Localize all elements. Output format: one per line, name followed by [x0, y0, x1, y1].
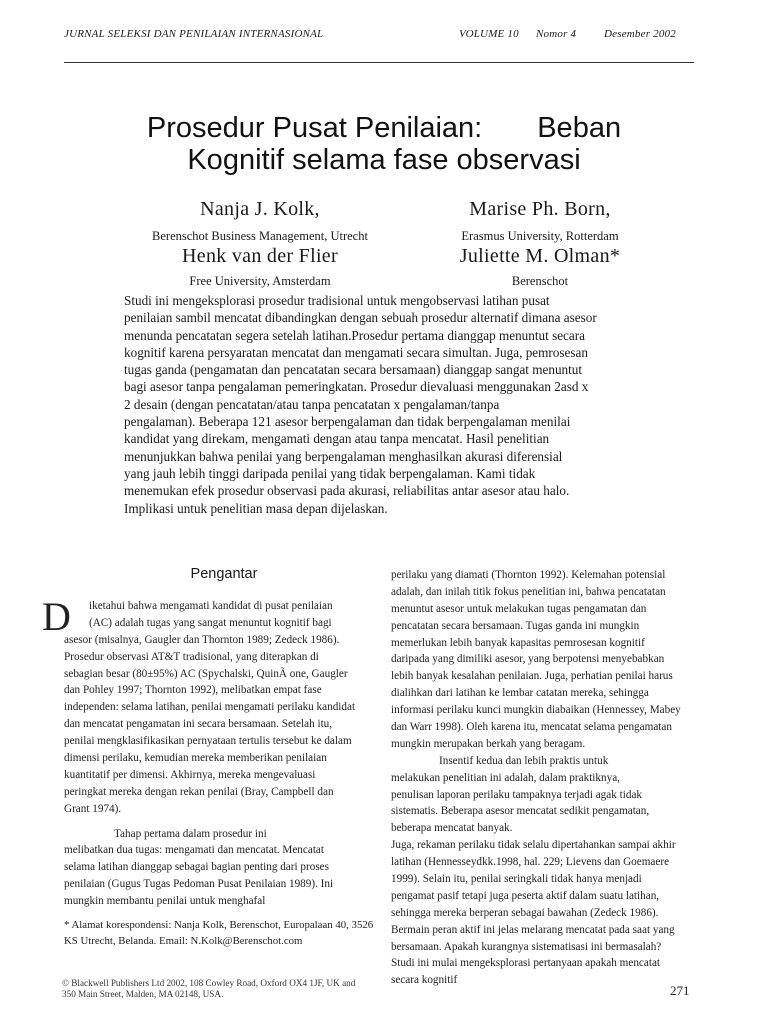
body-line: perilaku yang diamati (Thornton 1992). Kelemahan potensial	[391, 569, 666, 581]
abstract-line: Studi ini mengeksplorasi prosedur tradisional untuk mengobservasi latihan pusat	[124, 293, 550, 308]
footnote-line: * Alamat korespondensi: Nanja Kolk, Berenschot, Europalaan 40, 3526	[64, 919, 374, 931]
body-line: latihan (Hennesseydkk.1998, hal. 229; Lievens dan Goemaere	[391, 856, 670, 869]
abstract-line: menemukan efek prosedur observasi pada akurasi, reliabilitas antar asesor atau halo.	[124, 483, 570, 499]
author-name: Henk van der Flier	[182, 245, 338, 267]
abstract	[124, 292, 632, 517]
right-column	[391, 567, 692, 989]
abstract-line: tugas ganda (pengamatan dan pencatatan secara bersamaan) dianggap sangat menuntut	[124, 362, 583, 378]
issue-label: Nomor 4	[536, 28, 577, 40]
body-line: dan Warr 1998). Oleh karena itu, mencatat selama pengamatan	[391, 721, 672, 734]
left-column	[64, 598, 362, 910]
body-line: Juga, rekaman perilaku tidak selalu dipertahankan sampai akhir	[391, 839, 676, 852]
body-line: pencatatan secara bersamaan. Tugas ganda ini mungkin	[391, 619, 640, 632]
body-line: Tahap pertama dalam prosedur ini	[114, 827, 267, 840]
body-line: pengamat pasif tetapi juga peserta aktif dalam suatu latihan,	[391, 889, 660, 902]
section-heading: Pengantar	[190, 566, 258, 582]
body-line: sebagian besar (80±95%) AC (Spychalski, QuinÃ one, Gaugler	[64, 667, 348, 680]
body-line: selama latihan dianggap sebagai bagian penting dari proses	[64, 861, 329, 874]
author-affiliation: Berenschot	[511, 274, 569, 288]
body-line: Studi ini mulai mengeksplorasi pertanyaan apakah mencatat	[391, 957, 661, 970]
title-line2: Kognitif selama fase observasi	[187, 144, 581, 176]
body-line: dimensi perilaku, kemudian mereka memberikan penilaian	[64, 752, 327, 765]
author-name: Nanja J. Kolk,	[200, 198, 320, 220]
author-affiliation: Erasmus University, Rotterdam	[461, 229, 619, 243]
body-line: asesor (misalnya, Gaugler dan Thornton 1989; Zedeck 1986).	[64, 633, 340, 646]
body-line: memerlukan lebih banyak kapasitas pemrosesan kognitif	[391, 636, 645, 649]
header-rule	[64, 62, 694, 63]
body-line: adalah, dan inilah titik fokus penelitian ini, bahwa pencatatan	[391, 585, 666, 598]
body-line: mungkin membantu penilai untuk menghafal	[64, 895, 266, 908]
body-line: menuntut asesor untuk melakukan tugas pengamatan dan	[391, 602, 647, 615]
body-line: informasi perilaku kunci mungkin diabaikan (Hennessey, Mabey	[391, 704, 681, 717]
abstract-line: menunda pencatatan segera setelah latihan.Prosedur pertama dianggap menuntut secara	[124, 327, 586, 343]
body-line: kuantitatif per dimensi. Akhirnya, mereka mengevaluasi	[64, 768, 316, 781]
article-title	[64, 112, 704, 176]
body-line: secara kognitif	[391, 974, 458, 987]
journal-name: JURNAL SELEKSI DAN PENILAIAN INTERNASIONAL	[64, 28, 324, 40]
body-line: dialihkan dari latihan ke lembar catatan mereka, sehingga	[391, 687, 649, 700]
body-line: independen: selama latihan, penilai mengamati perilaku kandidat	[64, 701, 356, 714]
copyright-line: © Blackwell Publishers Ltd 2002, 108 Cowley Road, Oxford OX4 1JF, UK and	[62, 978, 356, 988]
body-line: Prosedur observasi AT&T tradisional, yang diterapkan di	[64, 650, 319, 663]
body-line: penilaian (Gugus Tugas Pedoman Pusat Penilaian 1989). Ini	[64, 878, 334, 891]
abstract-line: kandidat yang direkam, mengamati dengan atau tanpa mencatat. Hasil penelitian	[124, 431, 550, 447]
body-line: peringkat mereka dengan rekan penilai (Bray, Campbell dan	[64, 785, 334, 798]
page-number: 271	[670, 983, 690, 998]
abstract-line: bagi asesor tanpa pengalaman pemeringkatan. Prosedur dievaluasi menggunakan 2asd x	[124, 379, 589, 395]
copyright-line: 350 Main Street, Malden, MA 02148, USA.	[62, 989, 224, 999]
abstract-line: 2 desain (dengan pencatatan/atau tanpa pencatatan x pengalaman/tanpa	[124, 396, 500, 412]
abstract-line: Implikasi untuk penelitian masa depan dijelaskan.	[124, 500, 388, 516]
body-line: dan Pohley 1997; Thornton 1992), melibatkan empat fase	[64, 684, 322, 697]
author-name: Juliette M. Olman*	[459, 245, 621, 267]
body-line: sehingga mereka berperan sebagai bawahan (Zedeck 1986).	[391, 906, 659, 919]
body-line: Insentif kedua dan lebih praktis untuk	[439, 754, 609, 767]
body-line: Grant 1974).	[64, 802, 122, 815]
title-line1-a: Prosedur Pusat Penilaian:	[146, 112, 483, 144]
footnote-line: KS Utrecht, Belanda. Email: N.Kolk@Berenschot.com	[64, 934, 303, 947]
body-line: bersamaan. Apakah kurangnya sistematisasi ini bermasalah?	[391, 940, 662, 953]
body-line: dan mencatat pengamatan ini secara bersamaan. Setelah itu,	[64, 718, 333, 731]
body-line: melakukan penelitian ini adalah, dalam praktiknya,	[391, 771, 620, 784]
body-line: beberapa mencatat banyak.	[391, 822, 513, 835]
correspondence-footnote	[64, 918, 374, 949]
body-line: sistematis. Beberapa asesor mencatat sedikit pengamatan,	[391, 805, 650, 818]
body-line: daripada yang dimiliki asesor, yang berpotensi menyebabkan	[391, 653, 665, 666]
drop-cap: D	[42, 594, 71, 639]
body-line: melibatkan dua tugas: mengamati dan mencatat. Mencatat	[64, 844, 325, 857]
copyright-notice	[62, 978, 402, 1000]
abstract-line: yang jauh lebih tinggi daripada penilai yang tidak berpengalaman. Kami tidak	[124, 465, 536, 481]
author-affiliation: Free University, Amsterdam	[189, 274, 331, 288]
body-line: mungkin merupakan berkah yang beragam.	[391, 737, 586, 750]
author-affiliation: Berenschot Business Management, Utrecht	[152, 229, 368, 243]
abstract-line: pengalaman). Beberapa 121 asesor berpengalaman dan tidak berpengalaman menilai	[124, 414, 571, 430]
body-line: (AC) adalah tugas yang sangat menuntut kognitif bagi	[89, 616, 332, 629]
author-name: Marise Ph. Born,	[469, 198, 611, 220]
abstract-line: kognitif karena persyaratan mencatat dan mengamati secara simultan. Juga, pemrosesan	[124, 344, 588, 360]
abstract-line: menunjukkan bahwa penilai yang berpengalaman menghasilkan akurasi diferensial	[124, 448, 563, 464]
abstract-line: penilaian sambil mencatat dibandingkan dengan sebuah prosedur alternatif dimana asesor	[124, 310, 597, 326]
body-line: penilai mengklasifikasikan pernyataan tertulis tersebut ke dalam	[64, 735, 352, 748]
volume-label: VOLUME 10	[459, 28, 519, 40]
body-line: penulisan laporan perilaku tampaknya terjadi agak tidak	[391, 788, 643, 801]
body-line: iketahui bahwa mengamati kandidat di pusat penilaian	[89, 600, 333, 612]
body-line: Bermain peran aktif ini jelas melarang mencatat pada saat yang	[391, 923, 675, 936]
body-line: lebih banyak kesalahan penilaian. Juga, perhatian penilai harus	[391, 670, 673, 683]
body-line: 1999). Selain itu, penilai seringkali tidak hanya menjadi	[391, 873, 642, 886]
issue-date: Desember 2002	[604, 28, 676, 40]
title-line1-b: Beban	[537, 112, 622, 144]
